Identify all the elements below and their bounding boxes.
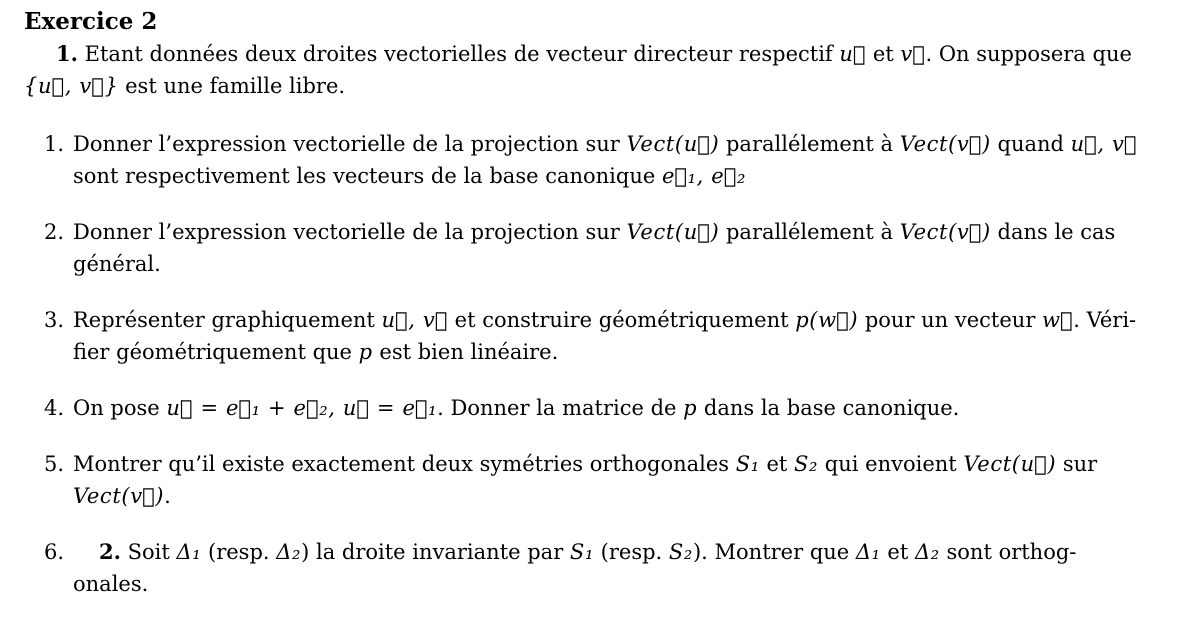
question-text: Montrer qu’il existe exactement deux symétries orthogonales S₁ et S₂ qui envoient Vect(u⃗) sur Vect(v⃗).	[73, 452, 1098, 508]
question-number: 1.	[44, 132, 65, 156]
question-item	[24, 128, 1181, 192]
question-number: 3.	[44, 308, 65, 332]
exercise-title: Exercice 2	[24, 8, 158, 35]
question-item	[24, 304, 1181, 368]
question-text: On pose u⃗ = e⃗₁ + e⃗₂, u⃗ = e⃗₁. Donner la matrice de p dans la base canonique.	[73, 396, 960, 420]
question-text: Donner l’expression vectorielle de la projection sur Vect(u⃗) parallélement à Vect(v⃗) quand u⃗, v⃗ sont respectivement les vecteurs de la base canonique e⃗₁, e⃗₂	[73, 132, 1138, 188]
question-text: Représenter graphiquement u⃗, v⃗ et construire géométriquement p(w⃗) pour un vecteur w⃗. Véri- fier géométriquement que p est bien linéaire.	[73, 308, 1137, 364]
question-item	[24, 392, 1181, 424]
question-number: 5.	[44, 452, 65, 476]
question-number: 2.	[44, 220, 65, 244]
question-item	[24, 448, 1181, 512]
question-number: 6.	[44, 540, 65, 564]
question-list	[24, 128, 1181, 600]
question-number: 4.	[44, 396, 65, 420]
intro-part-number: 1.	[56, 41, 78, 66]
intro-text: Etant données deux droites vectorielles de vecteur directeur respectif u⃗ et v⃗. On supposera que {u⃗, v⃗} est une famille libre.	[24, 42, 1132, 98]
question-item	[24, 216, 1181, 280]
question-text: 2. Soit Δ₁ (resp. Δ₂) la droite invariante par S₁ (resp. S₂). Montrer que Δ₁ et Δ₂ sont orthog- onales.	[73, 539, 1077, 596]
question-text: Donner l’expression vectorielle de la projection sur Vect(u⃗) parallélement à Vect(v⃗) dans le cas général.	[73, 220, 1116, 276]
question-item	[24, 536, 1181, 600]
intro-paragraph	[24, 38, 1181, 102]
